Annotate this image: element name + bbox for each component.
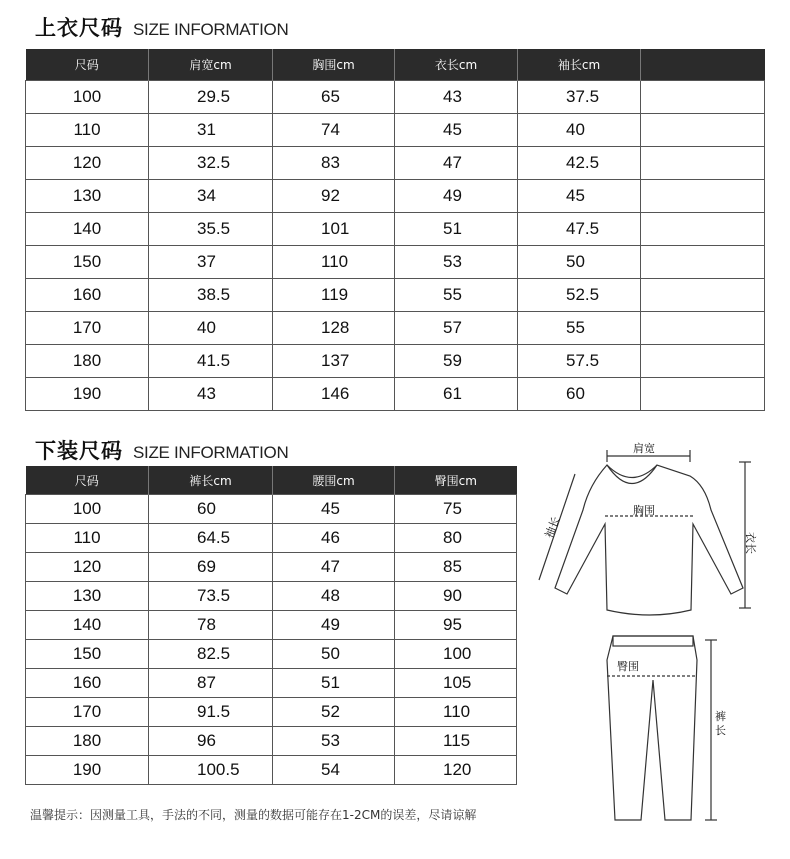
hip-label: 臀围 [617, 660, 639, 673]
table-cell: 52 [273, 698, 395, 727]
table-row [26, 524, 517, 553]
table-cell: 78 [149, 611, 273, 640]
table-cell: 100 [395, 640, 517, 669]
garment-measurement-diagram [525, 430, 765, 830]
table-cell: 105 [395, 669, 517, 698]
table-row [26, 345, 765, 378]
table-cell: 96 [149, 727, 273, 756]
column-header: 臀围cm [395, 466, 517, 495]
table-row [26, 698, 517, 727]
table-cell: 180 [26, 727, 149, 756]
table-cell [641, 279, 765, 312]
table-cell: 130 [26, 180, 149, 213]
table-cell: 48 [273, 582, 395, 611]
table-cell: 31 [149, 114, 273, 147]
table-cell [641, 213, 765, 246]
table-cell: 110 [26, 114, 149, 147]
table-cell: 45 [395, 114, 518, 147]
bottom-size-table [25, 466, 517, 785]
table-row [26, 640, 517, 669]
table-cell: 52.5 [518, 279, 641, 312]
table-cell: 160 [26, 279, 149, 312]
table-cell: 53 [273, 727, 395, 756]
table-row [26, 495, 517, 524]
table-row [26, 213, 765, 246]
table-cell: 29.5 [149, 81, 273, 114]
table-row [26, 279, 765, 312]
table-cell: 190 [26, 756, 149, 785]
chest-label: 胸围 [633, 504, 655, 517]
table-header-row [26, 49, 765, 81]
table-cell: 46 [273, 524, 395, 553]
table-cell: 37 [149, 246, 273, 279]
column-header [641, 49, 765, 81]
table-cell: 43 [395, 81, 518, 114]
table-cell [641, 114, 765, 147]
table-cell: 120 [395, 756, 517, 785]
table-row [26, 756, 517, 785]
table-cell [641, 312, 765, 345]
table-cell: 47 [273, 553, 395, 582]
table-cell: 130 [26, 582, 149, 611]
table-cell: 115 [395, 727, 517, 756]
table-cell: 128 [273, 312, 395, 345]
column-header: 腰围cm [273, 466, 395, 495]
table-cell: 120 [26, 147, 149, 180]
table-cell: 35.5 [149, 213, 273, 246]
table-cell: 140 [26, 611, 149, 640]
sleeve-label: 袖长 [542, 514, 563, 541]
table-cell: 50 [273, 640, 395, 669]
table-cell: 92 [273, 180, 395, 213]
column-header: 裤长cm [149, 466, 273, 495]
table-cell: 120 [26, 553, 149, 582]
table-cell: 45 [273, 495, 395, 524]
column-header: 尺码 [26, 466, 149, 495]
table-cell: 32.5 [149, 147, 273, 180]
table-cell: 53 [395, 246, 518, 279]
pants-length-label-2: 长 [715, 724, 726, 737]
column-header: 衣长cm [395, 49, 518, 81]
table-cell: 47.5 [518, 213, 641, 246]
bottom-section-heading [35, 435, 288, 465]
table-cell: 100 [26, 495, 149, 524]
column-header: 肩宽cm [149, 49, 273, 81]
table-cell: 119 [273, 279, 395, 312]
length-label: 衣长 [744, 532, 757, 554]
table-cell: 61 [395, 378, 518, 411]
table-cell: 95 [395, 611, 517, 640]
table-cell: 54 [273, 756, 395, 785]
table-cell: 59 [395, 345, 518, 378]
table-cell: 100.5 [149, 756, 273, 785]
table-cell: 45 [518, 180, 641, 213]
table-cell: 50 [518, 246, 641, 279]
table-cell: 49 [273, 611, 395, 640]
table-row [26, 727, 517, 756]
table-cell: 42.5 [518, 147, 641, 180]
table-cell: 74 [273, 114, 395, 147]
table-cell: 85 [395, 553, 517, 582]
table-row [26, 378, 765, 411]
table-cell: 55 [395, 279, 518, 312]
table-cell: 60 [518, 378, 641, 411]
table-row [26, 669, 517, 698]
table-cell: 160 [26, 669, 149, 698]
table-cell: 110 [273, 246, 395, 279]
table-cell: 137 [273, 345, 395, 378]
table-cell: 110 [395, 698, 517, 727]
table-cell: 100 [26, 81, 149, 114]
table-row [26, 147, 765, 180]
table-cell [641, 345, 765, 378]
table-cell: 60 [149, 495, 273, 524]
table-cell: 55 [518, 312, 641, 345]
table-cell: 180 [26, 345, 149, 378]
bottom-title-en: SIZE INFORMATION [133, 443, 289, 462]
table-cell: 51 [395, 213, 518, 246]
table-cell: 146 [273, 378, 395, 411]
table-cell: 91.5 [149, 698, 273, 727]
table-cell: 190 [26, 378, 149, 411]
table-cell: 43 [149, 378, 273, 411]
table-cell: 150 [26, 246, 149, 279]
table-cell: 90 [395, 582, 517, 611]
pants-length-label-1: 裤 [715, 710, 726, 723]
table-row [26, 81, 765, 114]
table-cell [641, 81, 765, 114]
table-row [26, 114, 765, 147]
table-cell: 40 [149, 312, 273, 345]
top-title-cn: 上衣尺码 [35, 16, 123, 40]
table-cell: 65 [273, 81, 395, 114]
table-row [26, 246, 765, 279]
shoulder-label: 肩宽 [633, 442, 655, 455]
table-cell: 80 [395, 524, 517, 553]
table-cell: 87 [149, 669, 273, 698]
column-header: 尺码 [26, 49, 149, 81]
table-cell [641, 180, 765, 213]
table-row [26, 180, 765, 213]
measurement-note: 温馨提示：因测量工具，手法的不同，测量的数据可能存在1-2CM的误差，尽请谅解 [30, 808, 477, 822]
top-title-en: SIZE INFORMATION [133, 20, 289, 39]
table-cell [641, 147, 765, 180]
table-cell: 47 [395, 147, 518, 180]
table-cell: 170 [26, 312, 149, 345]
table-cell: 150 [26, 640, 149, 669]
table-row [26, 611, 517, 640]
table-cell [641, 246, 765, 279]
table-cell: 83 [273, 147, 395, 180]
table-cell: 73.5 [149, 582, 273, 611]
table-cell: 49 [395, 180, 518, 213]
bottom-title-cn: 下装尺码 [35, 439, 123, 463]
top-size-table [25, 49, 765, 411]
column-header: 胸围cm [273, 49, 395, 81]
table-cell: 140 [26, 213, 149, 246]
column-header: 袖长cm [518, 49, 641, 81]
table-cell: 40 [518, 114, 641, 147]
table-cell [641, 378, 765, 411]
table-cell: 37.5 [518, 81, 641, 114]
table-cell: 38.5 [149, 279, 273, 312]
top-section-heading [35, 12, 288, 42]
table-cell: 82.5 [149, 640, 273, 669]
table-cell: 34 [149, 180, 273, 213]
table-cell: 57.5 [518, 345, 641, 378]
table-row [26, 553, 517, 582]
table-cell: 110 [26, 524, 149, 553]
table-cell: 75 [395, 495, 517, 524]
table-cell: 57 [395, 312, 518, 345]
table-row [26, 312, 765, 345]
shirt-outline-icon [555, 465, 743, 615]
table-cell: 51 [273, 669, 395, 698]
table-cell: 101 [273, 213, 395, 246]
table-cell: 69 [149, 553, 273, 582]
table-cell: 170 [26, 698, 149, 727]
table-cell: 64.5 [149, 524, 273, 553]
table-cell: 41.5 [149, 345, 273, 378]
table-row [26, 582, 517, 611]
table-header-row [26, 466, 517, 495]
